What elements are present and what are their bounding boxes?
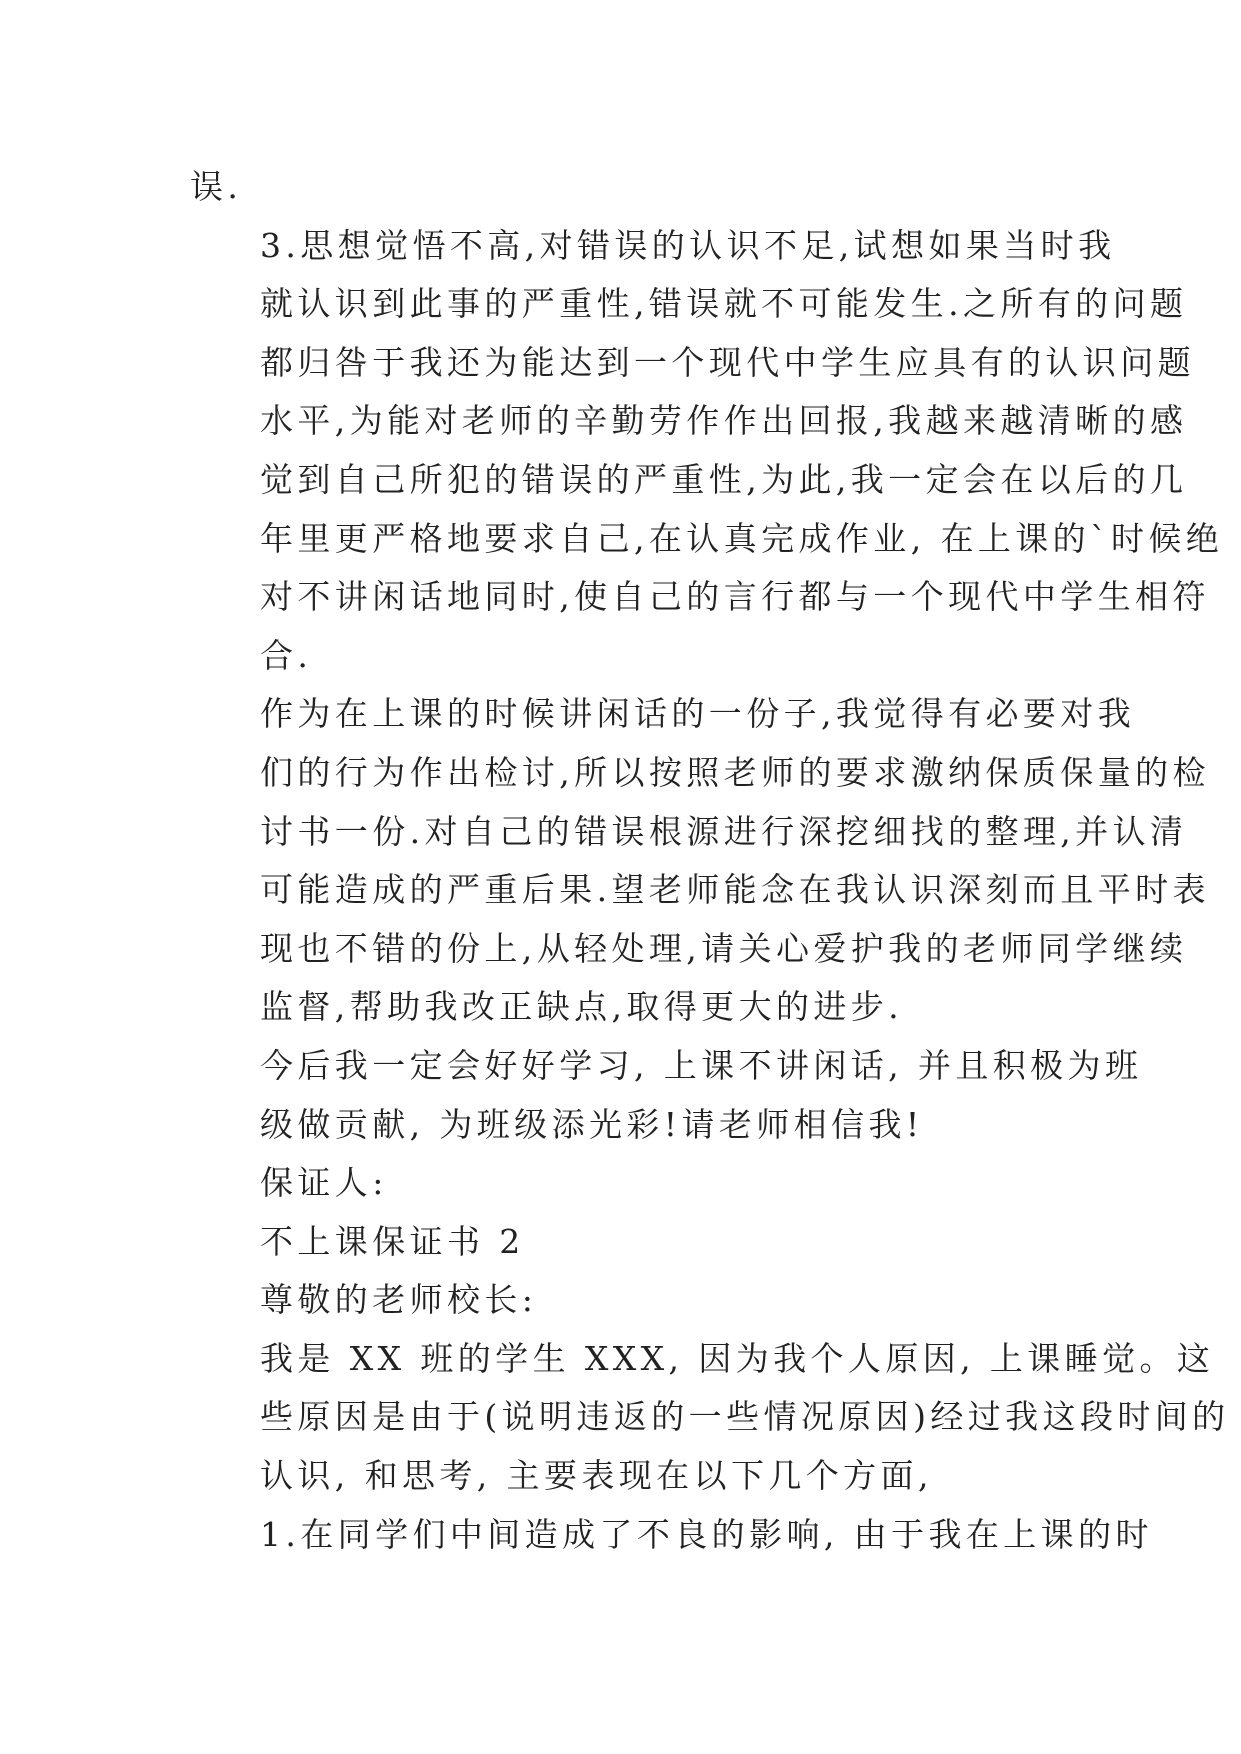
text-line: 觉到自己所犯的错误的严重性,为此,我一定会在以后的几 <box>260 459 1188 499</box>
text-line: 年里更严格地要求自己,在认真完成作业, 在上课的`时候绝 <box>260 518 1224 558</box>
text-line: 我是 XX 班的学生 XXX, 因为我个人原因, 上课睡觉。这 <box>260 1338 1215 1378</box>
text-line: 作为在上课的时候讲闲话的一份子,我觉得有必要对我 <box>260 694 1136 734</box>
paragraph-fragment-ending <box>190 158 1060 217</box>
text-line: 现也不错的份上,从轻处理,请关心爱护我的老师同学继续 <box>260 928 1188 968</box>
text-line: 些原因是由于(说明违返的一些情况原因)经过我这段时间的 <box>260 1397 1230 1437</box>
text-line: 对不讲闲话地同时,使自己的言行都与一个现代中学生相符 <box>260 577 1210 617</box>
text-line: 尊敬的老师校长: <box>260 1280 538 1320</box>
text-line: 级做贡献, 为班级添光彩!请老师相信我! <box>260 1104 924 1144</box>
paragraph-point-1 <box>190 1506 1153 1565</box>
guarantor-line <box>190 1154 1060 1213</box>
paragraph-introduction <box>190 1330 1230 1506</box>
text-line: 监督,帮助我改正缺点,取得更大的进步. <box>260 987 904 1027</box>
text-line: 们的行为作出检讨,所以按照老师的要求激纳保质保量的检 <box>260 752 1210 792</box>
text-line: 都归咎于我还为能达到一个现代中学生应具有的认识问题 <box>260 342 1195 382</box>
paragraph-self-criticism <box>190 685 1210 1037</box>
text-line: 合. <box>260 635 313 675</box>
text-line: 今后我一定会好好学习, 上课不讲闲话, 并且积极为班 <box>260 1045 1143 1085</box>
section-title <box>190 1213 1060 1272</box>
text-line: 误. <box>190 167 243 206</box>
text-line: 认识, 和思考, 主要表现在以下几个方面, <box>260 1456 933 1496</box>
text-line: 可能造成的严重后果.望老师能念在我认识深刻而且平时表 <box>260 870 1210 910</box>
paragraph-promise <box>190 1037 1143 1154</box>
document-body <box>190 158 1230 1564</box>
text-line: 1.在同学们中间造成了不良的影响, 由于我在上课的时 <box>260 1514 1153 1554</box>
text-line: 不上课保证书 2 <box>260 1221 525 1261</box>
text-line: 3.思想觉悟不高,对错误的认识不足,试想如果当时我 <box>260 225 1116 265</box>
text-line: 就认识到此事的严重性,错误就不可能发生.之所有的问题 <box>260 284 1188 324</box>
salutation <box>190 1271 1060 1330</box>
paragraph-point-3 <box>190 217 1224 686</box>
text-line: 讨书一份.对自己的错误根源进行深挖细找的整理,并认清 <box>260 811 1188 851</box>
text-line: 保证人: <box>260 1163 388 1203</box>
text-line: 水平,为能对老师的辛勤劳作作出回报,我越来越清晰的感 <box>260 401 1188 441</box>
